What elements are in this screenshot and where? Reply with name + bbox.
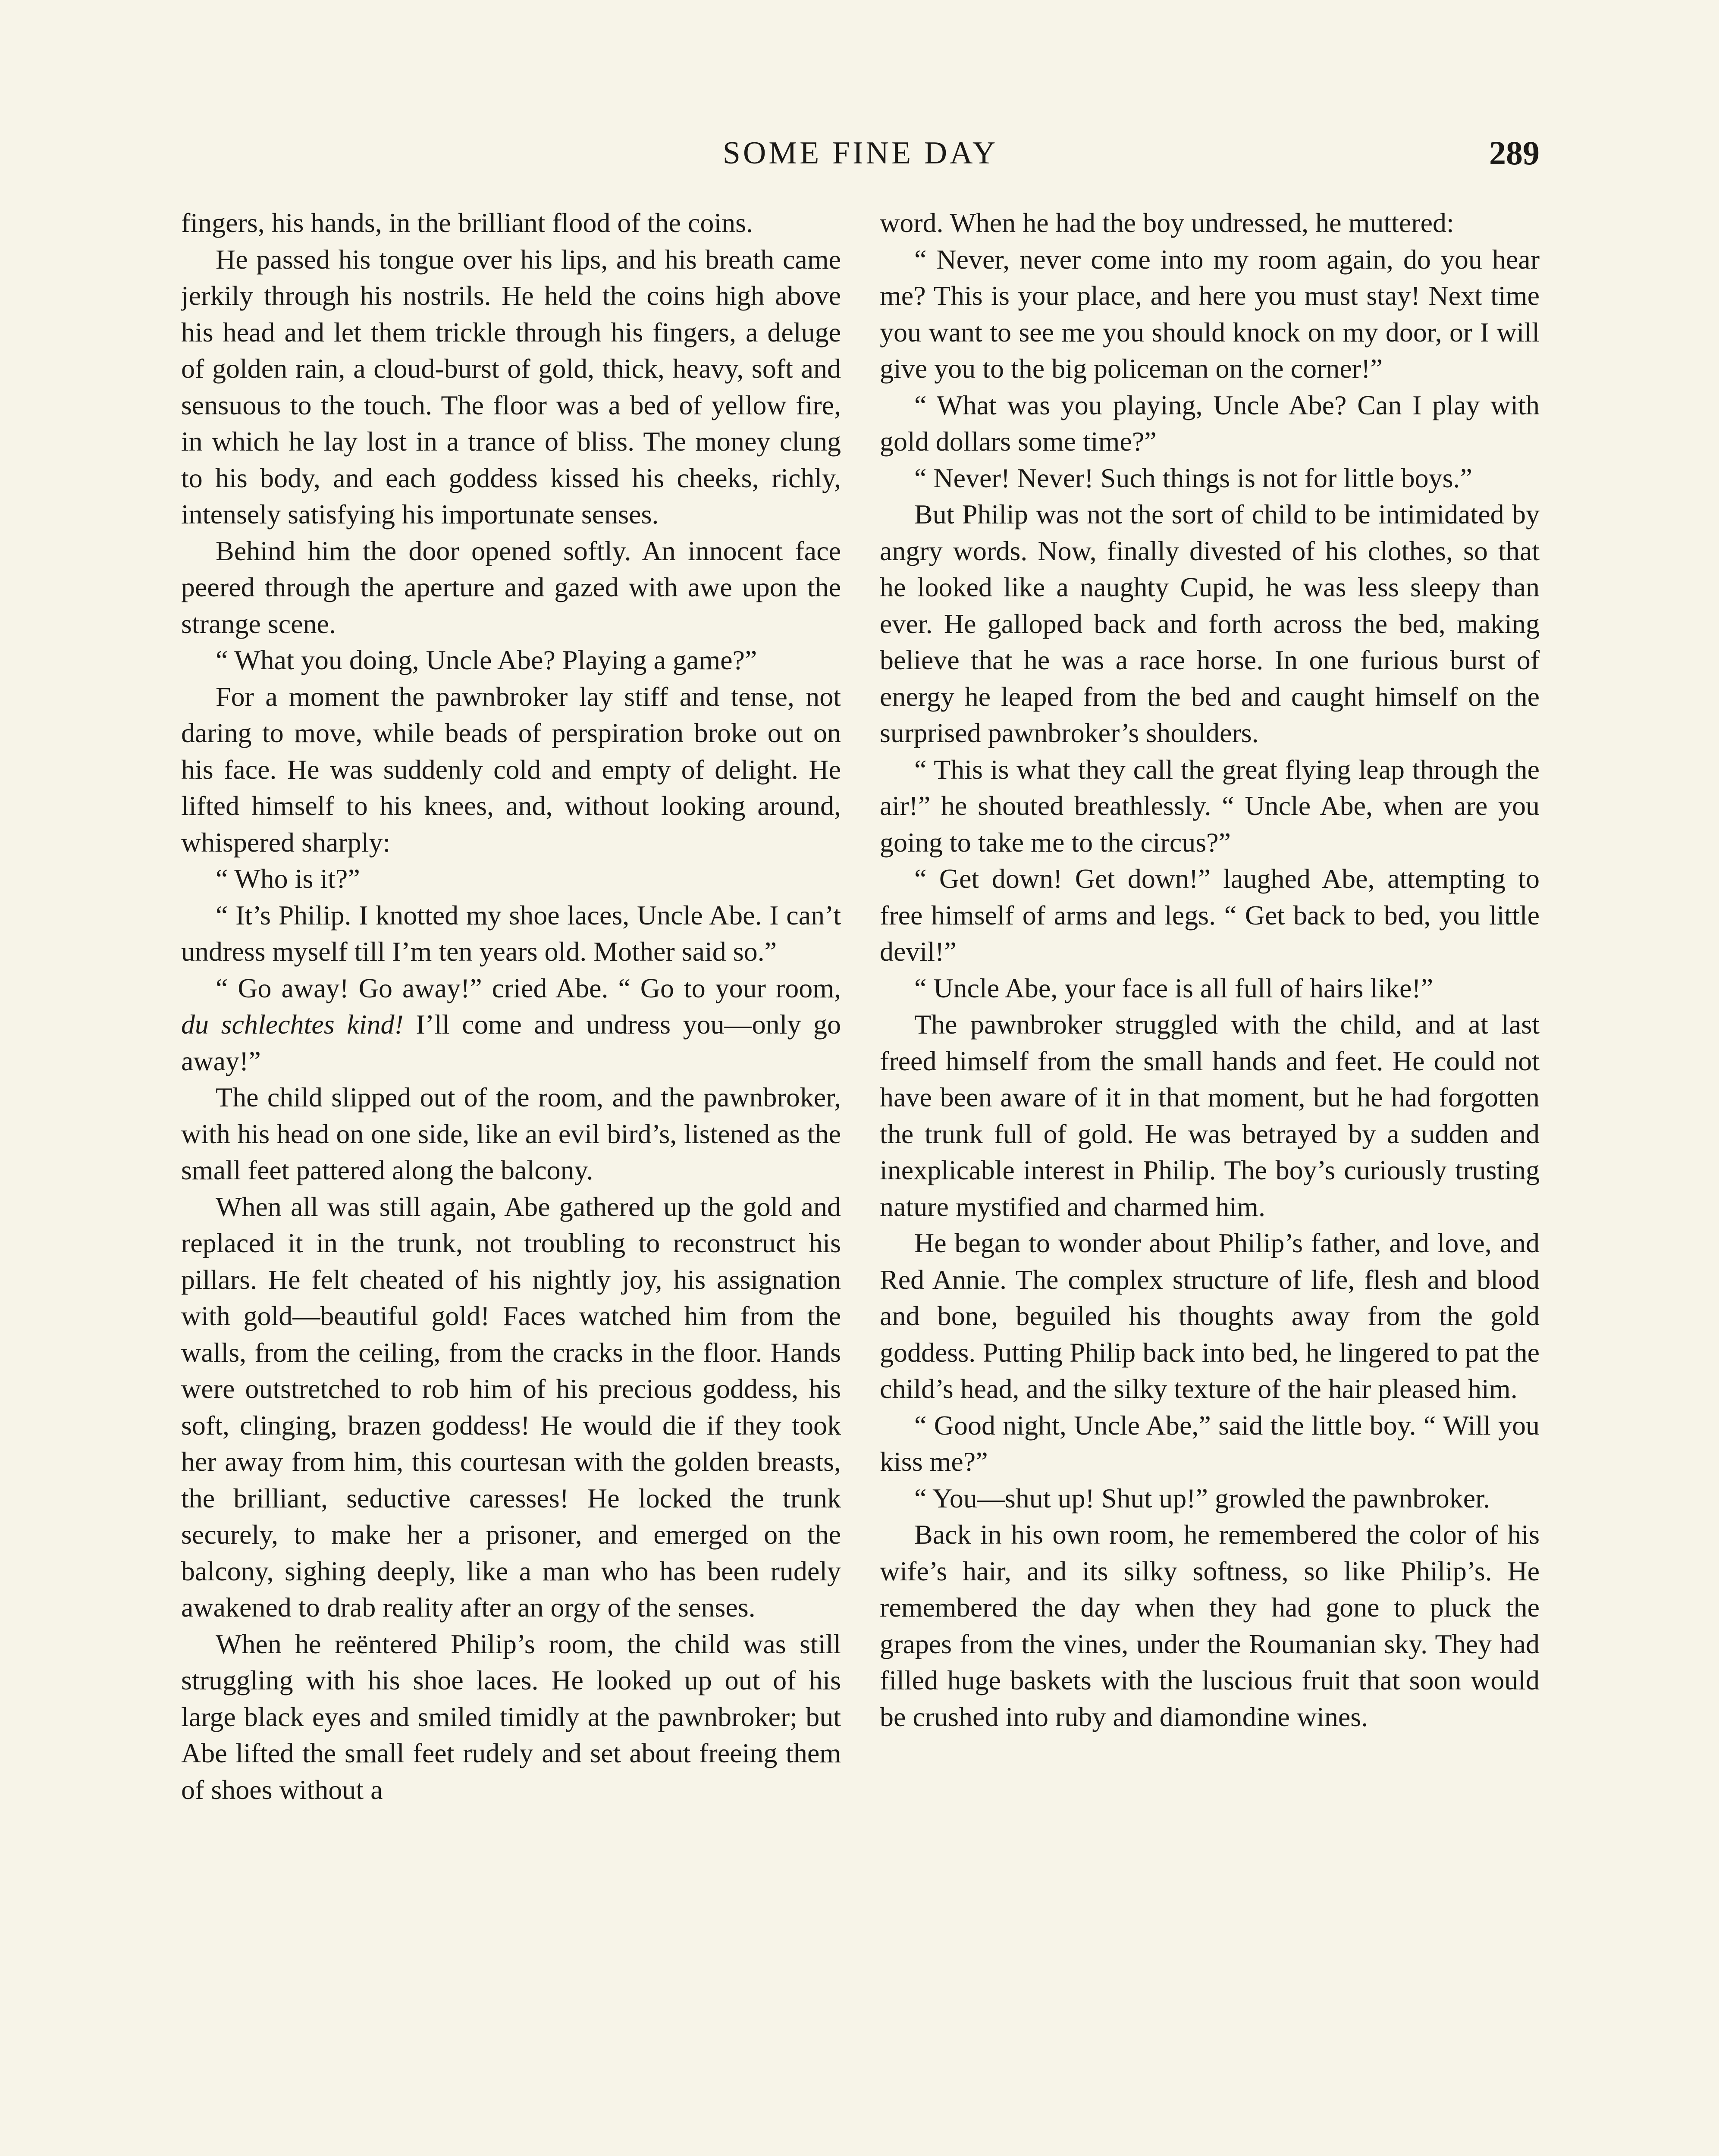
left-column	[181, 205, 841, 2156]
paragraph: “ Get down! Get down!” laughed Abe, attempting to free himself of arms and legs. “ Get back to bed, you little devil!”	[880, 863, 1540, 967]
italic-phrase: du schlechtes kind!	[181, 1009, 404, 1040]
paragraph: “ Go away! Go away!” cried Abe. “ Go to your room, du schlechtes kind! I’ll come and undress you—only go away!”	[181, 972, 841, 1076]
paragraph: When he reëntered Philip’s room, the child was still struggling with his shoe laces. He looked up out of his large black eyes and smiled timidly at the pawnbroker; but Abe lifted the small feet rudely and set about freeing them of shoes without a	[181, 1628, 841, 1805]
page-number: 289	[1489, 134, 1540, 172]
paragraph: “ What was you playing, Uncle Abe? Can I play with gold dollars some time?”	[880, 389, 1540, 457]
paragraph: “ This is what they call the great flying leap through the air!” he shouted breathlessly. “ Uncle Abe, when are you going to take me to the circus?”	[880, 754, 1540, 858]
running-header	[181, 129, 1540, 177]
paragraph: But Philip was not the sort of child to be intimidated by angry words. Now, finally divested of his clothes, so that he looked like a naughty Cupid, he was less sleepy than ever. He galloped back and forth across the bed, making believe that he was a race horse. In one furious burst of energy he leaped from the bed and caught himself on the surprised pawnbroker’s shoulders.	[880, 499, 1540, 748]
paragraph: Back in his own room, he remembered the color of his wife’s hair, and its silky softness, so like Philip’s. He remembered the day when they had gone to pluck the grapes from the vines, under the Roumanian sky. They had filled huge baskets with the luscious fruit that soon would be crushed into ruby and diamondine wines.	[880, 1519, 1540, 1732]
paragraph: The pawnbroker struggled with the child, and at last freed himself from the small hands and feet. He could not have been aware of it in that moment, but he had forgotten the trunk full of gold. He was betrayed by a sudden and inexplicable interest in Philip. The boy’s curiously trusting nature mystified and charmed him.	[880, 1009, 1540, 1222]
paragraph: word. When he had the boy undressed, he muttered:	[880, 207, 1454, 238]
paragraph: “ Never, never come into my room again, do you hear me? This is your place, and here you must stay! Next time you want to see me you should knock on my door, or I will give you to the big policeman on the corner!”	[880, 244, 1540, 384]
paragraph: “ Who is it?”	[216, 863, 360, 894]
paragraph: “ You—shut up! Shut up!” growled the pawnbroker.	[914, 1482, 1490, 1514]
paragraph: “ What you doing, Uncle Abe? Playing a game?”	[216, 645, 757, 675]
paragraph: The child slipped out of the room, and the pawnbroker, with his head on one side, like an evil bird’s, listened as the small feet pattered along the balcony.	[181, 1082, 841, 1185]
paragraph: “ Uncle Abe, your face is all full of hairs like!”	[914, 972, 1434, 1003]
right-column	[880, 205, 1540, 2156]
paragraph: He passed his tongue over his lips, and his breath came jerkily through his nostrils. He held the coins high above his head and let them trickle through his fingers, a deluge of golden rain, a cloud-burst of gold, thick, heavy, soft and sensuous to the touch. The floor was a bed of yellow fire, in which he lay lost in a trance of bliss. The money clung to his body, and each goddess kissed his cheeks, richly, intensely satisfying his importunate senses.	[181, 244, 841, 530]
paragraph: fingers, his hands, in the brilliant flood of the coins.	[181, 207, 753, 238]
paragraph: When all was still again, Abe gathered up the gold and replaced it in the trunk, not troubling to reconstruct his pillars. He felt cheated of his nightly joy, his assignation with gold—beautiful gold! Faces watched him from the walls, from the ceiling, from the cracks in the floor. Hands were outstretched to rob him of his precious goddess, his soft, clinging, brazen goddess! He would die if they took her away from him, this courtesan with the golden breasts, the brilliant, seductive caresses! He locked the trunk securely, to make her a prisoner, and emerged on the balcony, sighing deeply, like a man who has been rudely awakened to drab reality after an orgy of the senses.	[181, 1191, 841, 1623]
paragraph: “ It’s Philip. I knotted my shoe laces, Uncle Abe. I can’t undress myself till I’m ten years old. Mother said so.”	[181, 899, 841, 967]
paragraph: “ Never! Never! Such things is not for little boys.”	[914, 462, 1472, 493]
paragraph: Behind him the door opened softly. An innocent face peered through the aperture and gazed with awe upon the strange scene.	[181, 535, 841, 639]
text-columns	[181, 205, 1540, 2156]
paragraph: “ Good night, Uncle Abe,” said the little boy. “ Will you kiss me?”	[880, 1410, 1540, 1477]
running-title: SOME FINE DAY	[722, 135, 998, 171]
paragraph: For a moment the pawnbroker lay stiff and tense, not daring to move, while beads of perspiration broke out on his face. He was suddenly cold and empty of delight. He lifted himself to his knees, and, without looking around, whispered sharply:	[181, 681, 841, 858]
paragraph: He began to wonder about Philip’s father, and love, and Red Annie. The complex structure of life, flesh and blood and bone, beguiled his thoughts away from the gold goddess. Putting Philip back into bed, he lingered to pat the child’s head, and the silky texture of the hair pleased him.	[880, 1228, 1540, 1404]
